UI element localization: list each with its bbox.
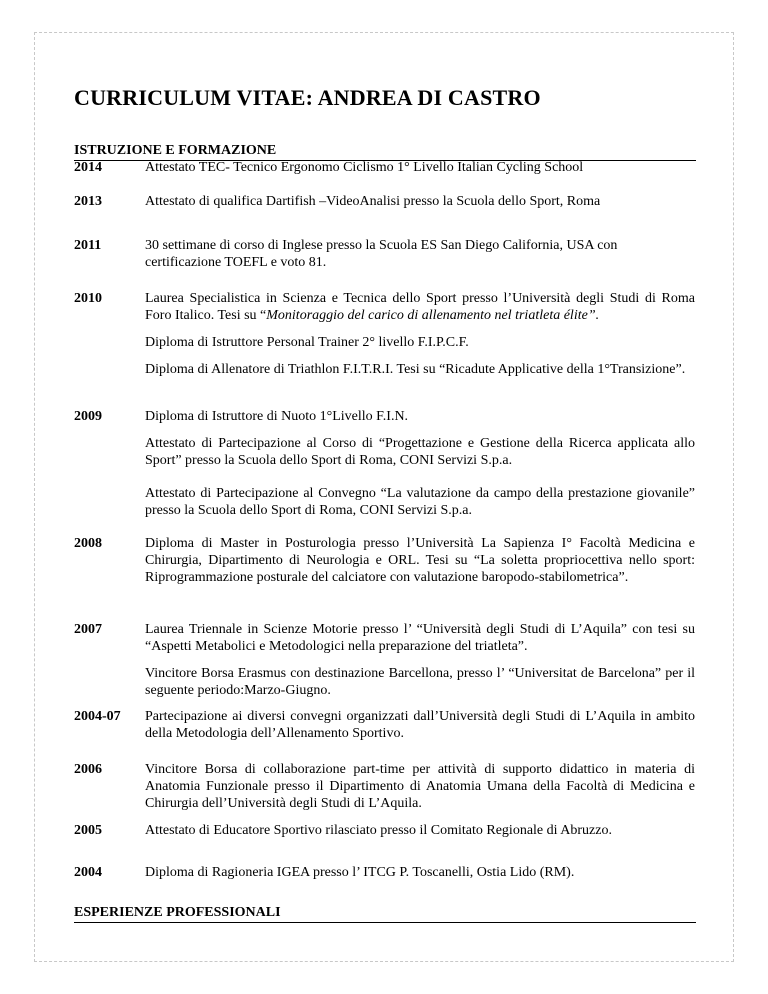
entry-text: Diploma di Istruttore Personal Trainer 2° livello F.I.P.C.F. [145, 335, 469, 350]
entry-text: Diploma di Istruttore di Nuoto 1°Livello F.I.N. [145, 409, 409, 424]
entry-year: 2011 [74, 238, 102, 253]
entry-text: 30 settimane di corso di Inglese presso la Scuola ES San Diego California, USA con certificazione TOEFL e voto 81. [145, 238, 618, 270]
entry-year: 2008 [74, 536, 102, 551]
entry-year: 2006 [74, 762, 102, 777]
entry-text: Vincitore Borsa Erasmus con destinazione Barcellona, presso l’ “Universitat de Barcelona” per il seguente periodo:Marzo-Giugno. [145, 666, 695, 698]
entry-year: 2013 [74, 194, 102, 209]
entry-year: 2007 [74, 622, 102, 637]
thesis-title: Monitoraggio del carico di allenamento nel triatleta élite [266, 308, 588, 323]
document-title: CURRICULUM VITAE: ANDREA DI CASTRO [74, 85, 541, 110]
entry-text: Attestato di Partecipazione al Convegno “La valutazione da campo della prestazione giovanile” presso la Scuola dello Sport di Roma, CONI Servizi S.p.a. [145, 486, 695, 518]
entry-text: Attestato di Educatore Sportivo rilasciato presso il Comitato Regionale di Abruzzo. [145, 823, 612, 838]
entry-text: Partecipazione ai diversi convegni organizzati dall’Università degli Studi di L’Aquila in ambito della Metodologia dell’Allenamento Sportivo. [145, 709, 695, 741]
section-heading-istruzione: ISTRUZIONE E FORMAZIONE [74, 143, 696, 161]
entry-text: Laurea Triennale in Scienze Motorie presso l’ “Università degli Studi di L’Aquila” con tesi su “Aspetti Metabolici e Metodologici nella preparazione del triatleta”. [145, 622, 695, 654]
entry-text: Diploma di Allenatore di Triathlon F.I.T.R.I. Tesi su “Ricadute Applicative della 1°Transizione”. [145, 362, 686, 377]
section-heading-esperienze: ESPERIENZE PROFESSIONALI [74, 905, 696, 923]
entry-text: Vincitore Borsa di collaborazione part-time per attività di supporto didattico in materia di Anatomia Funzionale presso il Dipartimento di Anatomia Umana della Facoltà di Medicina e Chirurgia dell’Università degli Studi di L’Aquila. [145, 762, 695, 811]
entry-year: 2004-07 [74, 709, 121, 724]
entry-year: 2004 [74, 865, 102, 880]
entry-text: Diploma di Master in Posturologia presso l’Università La Sapienza I° Facoltà Medicina e Chirurgia, Dipartimento di Neurologia e ORL. Tesi su “La soletta propriocettiva nello sport: Riprogrammazione posturale del calciatore con valutazione baropodo-stabilometrica”. [145, 536, 695, 585]
entry-text: Laurea Specialistica in Scienza e Tecnica dello Sport presso l’Università degli Studi di Roma Foro Italico. Tesi su “Monitoraggio del carico di allenamento nel triatleta élite”. [145, 291, 695, 323]
entry-text: Diploma di Ragioneria IGEA presso l’ ITCG P. Toscanelli, Ostia Lido (RM). [145, 865, 575, 880]
entry-year: 2005 [74, 823, 102, 838]
entry-text: Attestato TEC- Tecnico Ergonomo Ciclismo 1° Livello Italian Cycling School [145, 160, 584, 175]
entry-year: 2010 [74, 291, 102, 306]
entry-year: 2009 [74, 409, 102, 424]
entry-year: 2014 [74, 160, 102, 175]
entry-text: Attestato di Partecipazione al Corso di “Progettazione e Gestione della Ricerca applicata allo Sport” presso la Scuola dello Sport di Roma, CONI Servizi S.p.a. [145, 436, 695, 468]
entry-text: Attestato di qualifica Dartifish –VideoAnalisi presso la Scuola dello Sport, Roma [145, 194, 601, 209]
